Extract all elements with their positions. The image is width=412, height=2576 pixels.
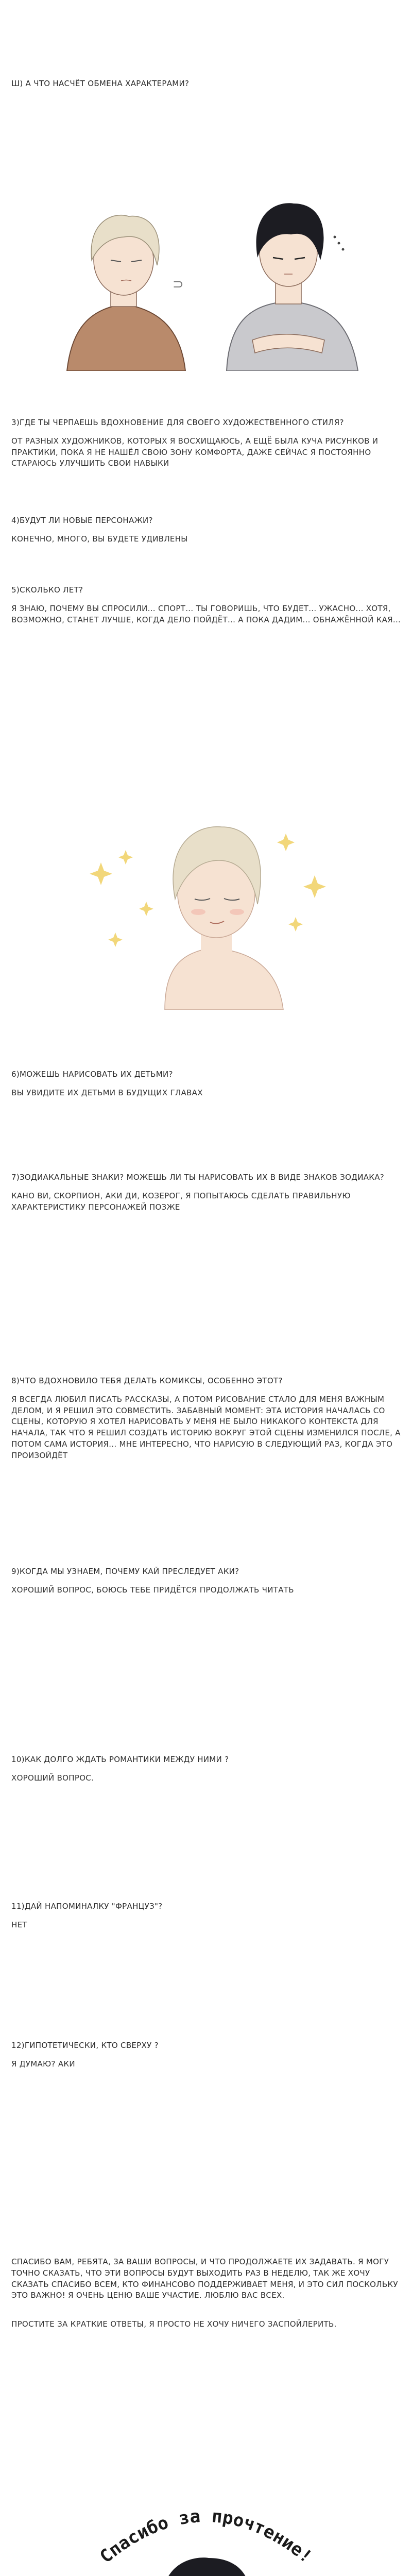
question: 6)МОЖЕШЬ НАРИСОВАТЬ ИХ ДЕТЬМИ? — [11, 1070, 173, 1079]
illustration-thanks-chibi — [77, 2483, 335, 2576]
qa-block-12 — [11, 2040, 403, 2070]
question: 8)ЧТО ВДОХНОВИЛО ТЕБЯ ДЕЛАТЬ КОМИКСЫ, ОСОБЕННО ЭТОТ? — [11, 1376, 283, 1385]
question: 10)КАК ДОЛГО ЖДАТЬ РОМАНТИКИ МЕЖДУ НИМИ ? — [11, 1755, 229, 1764]
answer: КАНО ВИ, СКОРПИОН, АКИ ДИ, КОЗЕРОГ, Я ПОПЫТАЮСЬ СДЕЛАТЬ ПРАВИЛЬНУЮ ХАРАКТЕРИСТИКУ ПЕРСОНАЖЕЙ ПОЗЖЕ — [11, 1191, 351, 1212]
illustration-sparkle-portrait — [77, 783, 345, 1010]
question: 9)КОГДА МЫ УЗНАЕМ, ПОЧЕМУ КАЙ ПРЕСЛЕДУЕТ АКИ? — [11, 1567, 239, 1576]
answer: Я ЗНАЮ, ПОЧЕМУ ВЫ СПРОСИЛИ... СПОРТ... ТЫ ГОВОРИШЬ, ЧТО БУДЕТ... УЖАСНО... ХОТЯ, ВОЗМОЖНО, СТАНЕТ ЛУЧШЕ, КОГДА ДЕЛО ПОЙДЁТ... А ПОКА ДАДИМ... ОБНАЖЁННОЙ КАЯ... — [11, 603, 401, 624]
answer: Я ДУМАЮ? АКИ — [11, 2059, 75, 2069]
answer: Я ВСЕГДА ЛЮБИЛ ПИСАТЬ РАССКАЗЫ, А ПОТОМ РИСОВАНИЕ СТАЛО ДЛЯ МЕНЯ ВАЖНЫМ ДЕЛОМ, И Я РЕШИЛ ЭТО СОВМЕСТИТЬ. ЗАБАВНЫЙ МОМЕНТ: ЭТА ИСТОРИЯ НАЧАЛАСЬ СО СЦЕНЫ, КОТОРУЮ Я ХОТЕЛ НАРИСОВАТЬ У МЕНЯ НЕ БЫЛО НИКАКОГО КОНТЕКСТА ДЛЯ НАЧАЛА, ТАК ЧТО Я РЕШИЛ СОЗДАТЬ ИСТОРИЮ ВОКРУГ ЭТОЙ СЦЕНЫ ИЗМЕНИЛСЯ ПОСЛЕ, А ПОТОМ САМА ИСТОРИЯ... МНЕ ИНТЕРЕСНО, ЧТО НАРИСУЮ В СЛЕДУЮЩИЙ РАЗ, КОГДА ЭТО ПРОИЗОЙДЁТ — [11, 1394, 401, 1460]
sorry-text: ПРОСТИТЕ ЗА КРАТКИЕ ОТВЕТЫ, Я ПРОСТО НЕ ХОЧУ НИЧЕГО ЗАСПОЙЛЕРИТЬ. — [11, 2319, 337, 2329]
qa-block-1 — [11, 78, 403, 90]
question: Ш) А ЧТО НАСЧЁТ ОБМЕНА ХАРАКТЕРАМИ? — [11, 79, 190, 88]
qa-block-9 — [11, 1566, 403, 1596]
svg-text:⊃: ⊃ — [173, 277, 184, 292]
qa-block-7 — [11, 1172, 403, 1213]
answer: НЕТ — [11, 1920, 27, 1929]
thanks-text: СПАСИБО ВАМ, РЕБЯТА, ЗА ВАШИ ВОПРОСЫ, И ЧТО ПРОДОЛЖАЕТЕ ИХ ЗАДАВАТЬ. Я МОГУ ТОЧНО СКАЗАТЬ, ЧТО ЭТИ ВОПРОСЫ БУДУТ ВЫХОДИТЬ РАЗ В НЕДЕЛЮ, ТАК ЖЕ ХОЧУ СКАЗАТЬ СПАСИБО ВСЕМ, КТО ФИНАНСОВО ПОДДЕРЖИВАЕТ МЕНЯ, И ЭТО СИЛ ПОСКОЛЬКУ ЭТО ВАЖНО! Я ОЧЕНЬ ЦЕНЮ ВАШЕ УЧАСТИЕ. ЛЮБЛЮ ВАС ВСЕХ. — [11, 2257, 398, 2300]
outro-block — [11, 2257, 403, 2330]
question: 11)ДАЙ НАПОМИНАЛКУ "ФРАНЦУЗ"? — [11, 1902, 163, 1911]
qa-block-10 — [11, 1754, 403, 1784]
answer: ОТ РАЗНЫХ ХУДОЖНИКОВ, КОТОРЫХ Я ВОСХИЩАЮСЬ, А ЕЩЁ БЫЛА КУЧА РИСУНКОВ И ПРАКТИКИ, ПОКА Я НЕ НАШЁЛ СВОЮ ЗОНУ КОМФОРТА, ДАЖЕ СЕЙЧАС Я ПОСТОЯННО СТАРАЮСЬ УЛУЧШИТЬ СВОИ НАВЫКИ — [11, 436, 379, 468]
dark-haired-character — [227, 203, 358, 371]
question: 5)СКОЛЬКО ЛЕТ? — [11, 585, 83, 595]
answer: ВЫ УВИДИТЕ ИХ ДЕТЬМИ В БУДУЩИХ ГЛАВАХ — [11, 1088, 203, 1097]
qa-block-11 — [11, 1901, 403, 1931]
thanks-banner: Спасибо за прочтение! — [96, 2506, 316, 2568]
answer: ХОРОШИЙ ВОПРОС. — [11, 1773, 94, 1783]
question: 3)ГДЕ ТЫ ЧЕРПАЕШЬ ВДОХНОВЕНИЕ ДЛЯ СВОЕГО ХУДОЖЕСТВЕННОГО СТИЛЯ? — [11, 418, 344, 427]
qa-block-5 — [11, 585, 403, 625]
illustration-two-characters — [57, 155, 376, 371]
question: 4)БУДУТ ЛИ НОВЫЕ ПЕРСОНАЖИ? — [11, 516, 153, 525]
answer: ХОРОШИЙ ВОПРОС, БОЮСЬ ТЕБЕ ПРИДЁТСЯ ПРОДОЛЖАТЬ ЧИТАТЬ — [11, 1585, 294, 1595]
answer: КОНЕЧНО, МНОГО, ВЫ БУДЕТЕ УДИВЛЕНЫ — [11, 534, 188, 544]
qa-block-4 — [11, 515, 403, 545]
qa-block-6 — [11, 1069, 403, 1099]
chibi-character — [162, 2557, 251, 2576]
blonde-character — [67, 215, 185, 371]
qa-block-8 — [11, 1376, 403, 1461]
qa-block-3 — [11, 417, 403, 469]
question: 12)ГИПОТЕТИЧЕСКИ, КТО СВЕРХУ ? — [11, 2041, 159, 2050]
question: 7)ЗОДИАКАЛЬНЫЕ ЗНАКИ? МОЖЕШЬ ЛИ ТЫ НАРИСОВАТЬ ИХ В ВИДЕ ЗНАКОВ ЗОДИАКА? — [11, 1173, 385, 1182]
